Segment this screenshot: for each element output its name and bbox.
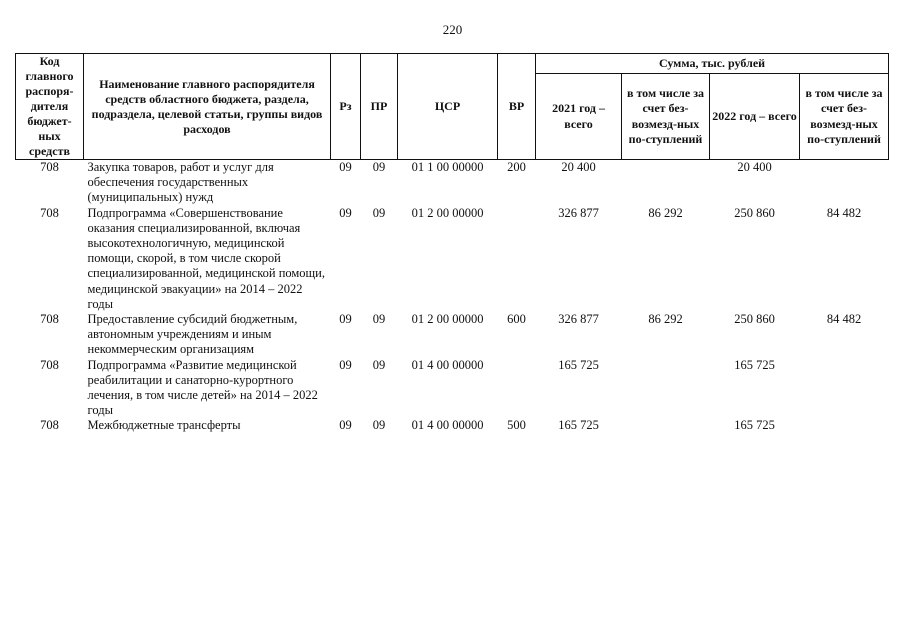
cell-2022-free: 84 482 xyxy=(826,312,862,327)
cell-name: Закупка товаров, работ и услуг для обеспечения государственных (муниципальных) нужд xyxy=(87,160,274,205)
cell-csr: 01 4 00 00000 xyxy=(411,357,484,372)
cell-2022-free: 84 482 xyxy=(826,205,862,220)
cell-code: 708 xyxy=(40,160,59,174)
cell-name: Подпрограмма «Развитие медицинской реабилитации и санаторно-курортного лечения, в том числе детей» на 2014 – 2022 годы xyxy=(87,357,318,418)
cell-pr: 09 xyxy=(372,312,386,327)
header-name: Наименование главного распорядителя средств областного бюджета, раздела, подраздела, целевой статьи, группы видов расходов xyxy=(84,54,331,160)
cell-code: 708 xyxy=(40,357,59,372)
cell-pr: 09 xyxy=(372,418,386,433)
table-row xyxy=(16,312,889,358)
cell-2021-total: 165 725 xyxy=(558,357,599,372)
cell-rz: 09 xyxy=(339,160,352,174)
cell-name: Межбюджетные трансферты xyxy=(87,418,241,433)
cell-2021-total: 20 400 xyxy=(561,160,596,174)
cell-2021-total: 165 725 xyxy=(558,418,599,433)
cell-code: 708 xyxy=(40,205,59,220)
cell-rz: 09 xyxy=(339,205,352,220)
header-pr: ПР xyxy=(361,54,398,160)
cell-2022-free xyxy=(800,160,889,206)
page-number: 220 xyxy=(442,22,463,37)
cell-2022-total: 165 725 xyxy=(734,357,775,372)
table-row xyxy=(16,418,889,433)
cell-pr: 09 xyxy=(372,357,386,372)
cell-name: Предоставление субсидий бюджетным, автономным учреждениям и иным некоммерческим организациям xyxy=(87,312,298,357)
table-row xyxy=(16,206,889,312)
budget-table xyxy=(15,53,889,434)
cell-pr: 09 xyxy=(372,160,386,174)
header-csr: ЦСР xyxy=(398,54,498,160)
cell-vr: 200 xyxy=(507,160,526,174)
header-2022-total: 2022 год – всего xyxy=(710,74,800,160)
cell-vr: 500 xyxy=(507,418,526,433)
cell-2021-free xyxy=(622,160,710,206)
cell-2022-total: 250 860 xyxy=(734,205,775,220)
cell-2021-total: 326 877 xyxy=(558,312,599,327)
header-2021-total: 2021 год – всего xyxy=(536,74,622,160)
header-code: Код главного распоря-дителя бюджет-ных средств xyxy=(16,54,84,160)
header-2021-free: в том числе за счет без-возмезд-ных по-ступлений xyxy=(622,74,710,160)
cell-2021-total: 326 877 xyxy=(558,205,599,220)
cell-2022-free xyxy=(800,418,889,433)
cell-2022-total: 165 725 xyxy=(734,418,775,433)
cell-rz: 09 xyxy=(339,312,352,327)
cell-rz: 09 xyxy=(339,357,352,372)
table-row xyxy=(16,358,889,419)
cell-2022-total: 20 400 xyxy=(737,160,772,174)
table-row xyxy=(16,160,889,206)
cell-csr: 01 4 00 00000 xyxy=(411,418,484,433)
header-2022-free: в том числе за счет без-возмезд-ных по-ступлений xyxy=(800,74,889,160)
cell-pr: 09 xyxy=(372,205,386,220)
cell-rz: 09 xyxy=(339,418,352,433)
cell-csr: 01 1 00 00000 xyxy=(411,160,484,174)
cell-2021-free xyxy=(622,418,710,433)
cell-vr xyxy=(498,358,536,419)
cell-2022-free xyxy=(800,358,889,419)
cell-csr: 01 2 00 00000 xyxy=(411,205,484,220)
cell-code: 708 xyxy=(40,418,59,433)
header-sum: Сумма, тыс. рублей xyxy=(536,54,889,74)
cell-name: Подпрограмма «Совершенствование оказания специализированной, включая высокотехнологичную, медицинской помощи, скорой, в том числе скорой специализированной, медицинской помощи, медицинской эвакуации» на 2014 – 2022 годы xyxy=(87,205,325,311)
cell-vr: 600 xyxy=(507,312,526,327)
header-rz: Рз xyxy=(331,54,361,160)
cell-csr: 01 2 00 00000 xyxy=(411,312,484,327)
cell-2022-total: 250 860 xyxy=(734,312,775,327)
cell-code: 708 xyxy=(40,312,59,327)
header-vr: ВР xyxy=(498,54,536,160)
cell-2021-free: 86 292 xyxy=(648,205,683,220)
cell-vr xyxy=(498,206,536,312)
cell-2021-free: 86 292 xyxy=(648,312,683,327)
cell-2021-free xyxy=(622,358,710,419)
table-body xyxy=(16,160,889,434)
table-header xyxy=(16,54,889,160)
